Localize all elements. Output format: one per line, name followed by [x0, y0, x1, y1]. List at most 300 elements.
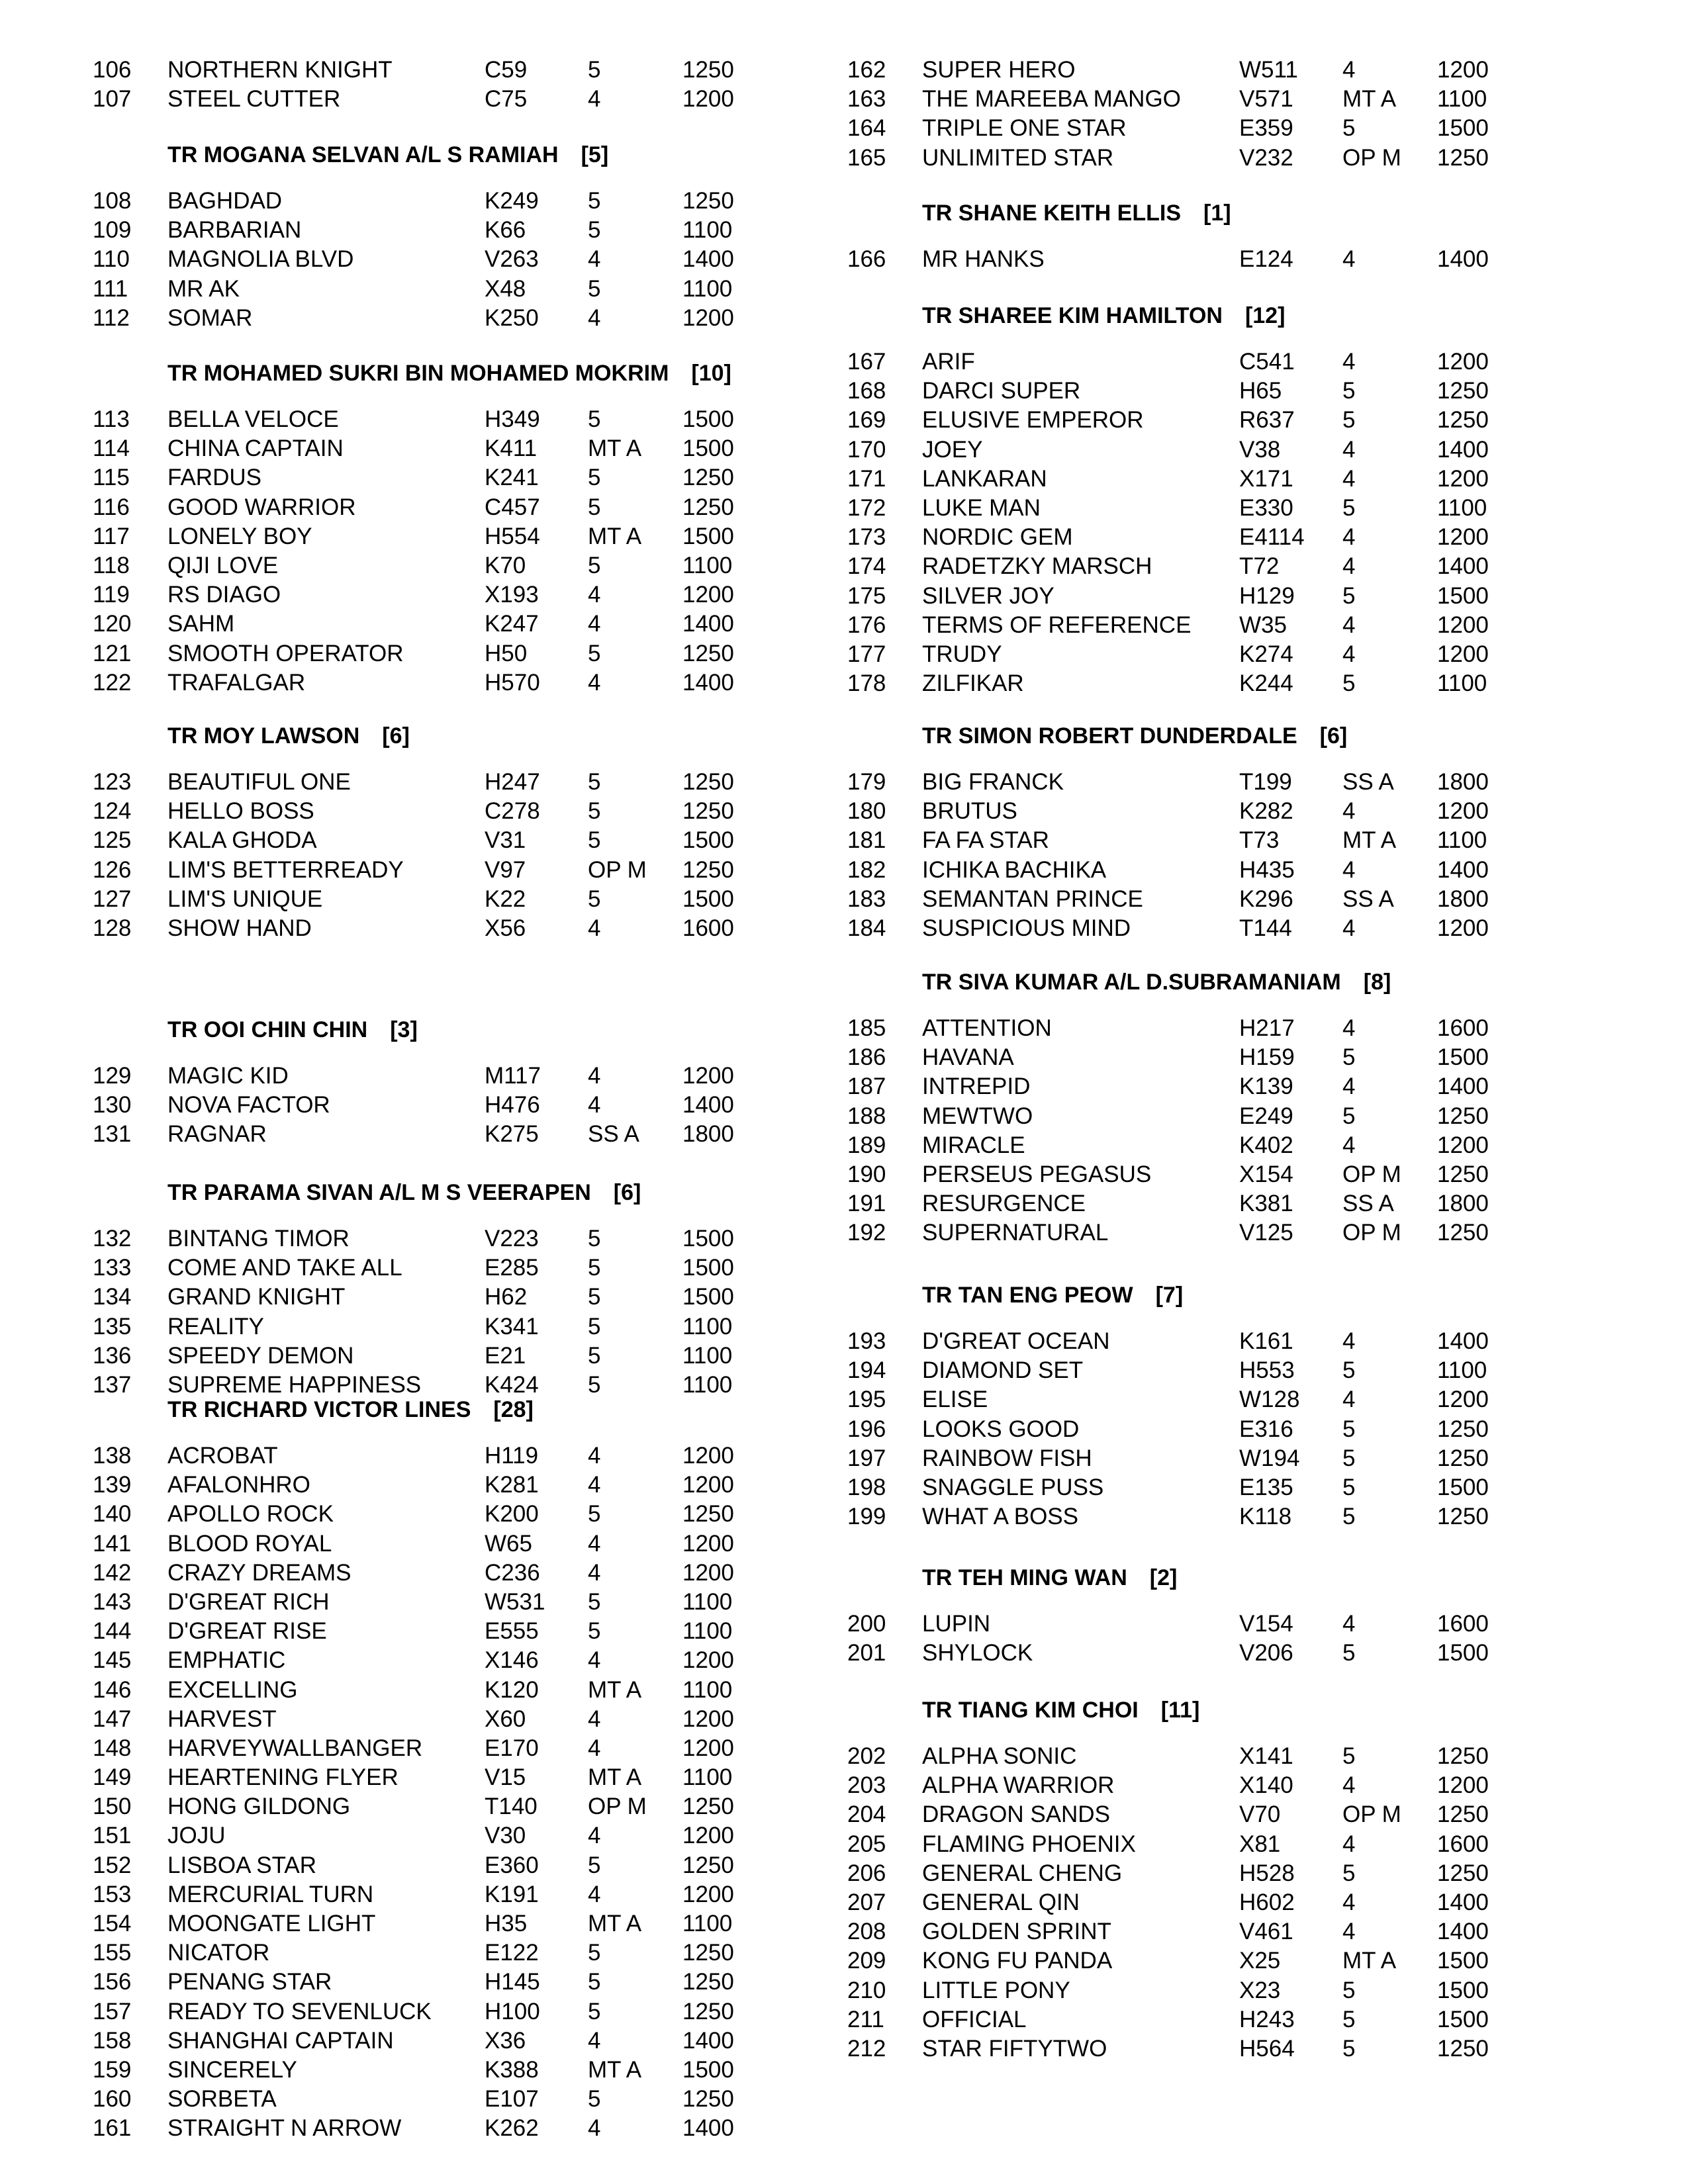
horse-code: V125: [1239, 1220, 1293, 1246]
horse-number: 212: [847, 2035, 886, 2062]
horse-row: [0, 2056, 768, 2085]
horse-distance: 1200: [1437, 349, 1489, 375]
horse-distance: 1100: [1437, 670, 1487, 697]
horse-number: 174: [847, 553, 886, 580]
horse-number: 190: [847, 1161, 886, 1187]
horse-number: 146: [93, 1676, 132, 1703]
horse-code: K22: [485, 886, 526, 912]
horse-code: K275: [485, 1121, 539, 1148]
horse-name: QIJI LOVE: [167, 552, 279, 578]
horse-rating: 5: [588, 275, 601, 302]
horse-number: 201: [847, 1640, 886, 1666]
horse-number: 182: [847, 856, 886, 883]
horse-distance: 1500: [682, 435, 734, 462]
horse-number: 145: [93, 1647, 132, 1674]
horse-number: 127: [93, 886, 132, 912]
horse-distance: 1500: [682, 1226, 734, 1251]
horse-rating: MT A: [1342, 1948, 1397, 1974]
trainer-name: TR SHANE KEITH ELLIS: [922, 201, 1182, 226]
horse-rating: 4: [588, 1823, 601, 1849]
horse-distance: 1100: [682, 1676, 733, 1703]
horse-number: 177: [847, 641, 886, 667]
horse-code: X81: [1239, 1831, 1281, 1857]
horse-code: C236: [485, 1559, 540, 1586]
trainer-name: TR MOGANA SELVAN A/L S RAMIAH: [167, 142, 559, 167]
horse-name: DRAGON SANDS: [922, 1801, 1110, 1828]
horse-distance: 1200: [1437, 1132, 1489, 1158]
horse-number: 168: [847, 378, 886, 404]
horse-distance: 1800: [1437, 769, 1489, 795]
horse-code: W128: [1239, 1387, 1300, 1413]
horse-code: V461: [1239, 1919, 1293, 1945]
horse-row: [755, 377, 1523, 406]
horse-row: [0, 1471, 768, 1500]
trainer-heading: [0, 1015, 768, 1044]
trainer-section: [0, 359, 768, 698]
horse-code: C278: [485, 798, 540, 825]
horse-name: DARCI SUPER: [922, 378, 1081, 404]
horse-row: [0, 85, 768, 114]
horse-code: K200: [485, 1501, 539, 1527]
horse-number: 143: [93, 1588, 132, 1615]
horse-rating: 4: [588, 1443, 601, 1469]
trainer-heading: [755, 1281, 1523, 1310]
horse-name: BELLA VELOCE: [167, 406, 339, 432]
horse-row: [755, 245, 1523, 274]
horse-code: W511: [1239, 57, 1298, 83]
horse-number: 106: [93, 57, 132, 83]
trainer-heading: [0, 721, 768, 751]
horse-code: E330: [1239, 494, 1293, 521]
horse-distance: 1100: [682, 275, 733, 302]
horse-number: 138: [93, 1443, 132, 1469]
horse-name: BIG FRANCK: [922, 769, 1064, 795]
horse-distance: 1200: [682, 1472, 734, 1498]
horse-distance: 1200: [1437, 612, 1489, 638]
horse-name: ARIF: [922, 349, 975, 375]
horse-code: K191: [485, 1881, 539, 1907]
horse-distance: 1250: [682, 640, 734, 666]
trainer-section: [0, 56, 768, 114]
horse-code: X23: [1239, 1977, 1281, 2003]
horse-rating: 4: [1342, 553, 1356, 580]
horse-row: [755, 826, 1523, 855]
horse-name: ZILFIKAR: [922, 670, 1024, 697]
horse-row: [0, 668, 768, 698]
horse-name: SNAGGLE PUSS: [922, 1474, 1104, 1500]
horse-code: T72: [1239, 553, 1280, 580]
horse-count: [28]: [493, 1397, 534, 1422]
horse-name: SHYLOCK: [922, 1640, 1033, 1666]
horse-name: MERCURIAL TURN: [167, 1881, 374, 1907]
horse-name: SHANGHAI CAPTAIN: [167, 2027, 394, 2054]
horse-row: [0, 2085, 768, 2114]
horse-number: 163: [847, 86, 886, 113]
horse-name: SOMAR: [167, 304, 253, 331]
horse-number: 123: [93, 769, 132, 795]
horse-name: ELUSIVE EMPEROR: [922, 407, 1144, 433]
horse-distance: 1100: [682, 1618, 733, 1645]
horse-distance: 1200: [682, 1063, 734, 1089]
horse-rating: 5: [588, 494, 601, 520]
horse-row: [755, 114, 1523, 143]
horse-distance: 1100: [1437, 494, 1487, 521]
horse-name: RAGNAR: [167, 1121, 267, 1148]
horse-name: WHAT A BOSS: [922, 1504, 1078, 1530]
horse-name: APOLLO ROCK: [167, 1501, 334, 1527]
horse-row: [0, 639, 768, 668]
horse-name: SPEEDY DEMON: [167, 1342, 354, 1369]
horse-distance: 1250: [682, 856, 734, 883]
horse-rating: 5: [1342, 115, 1356, 142]
horse-row: [755, 1356, 1523, 1385]
horse-name: MIRACLE: [922, 1132, 1025, 1158]
horse-distance: 1200: [682, 1706, 734, 1732]
horse-name: HONG GILDONG: [167, 1794, 351, 1820]
horse-distance: 1400: [1437, 1328, 1489, 1354]
horse-code: V154: [1239, 1611, 1293, 1637]
horse-number: 139: [93, 1472, 132, 1498]
horse-name: DIAMOND SET: [922, 1357, 1084, 1384]
horse-name: ELISE: [922, 1387, 988, 1413]
horse-code: H217: [1239, 1015, 1295, 1041]
horse-distance: 1400: [1437, 436, 1489, 463]
horse-name: JOEY: [922, 436, 983, 463]
horse-number: 205: [847, 1831, 886, 1857]
horse-rating: 4: [1342, 915, 1356, 941]
horse-name: READY TO SEVENLUCK: [167, 1998, 432, 2025]
horse-number: 180: [847, 798, 886, 825]
horse-name: LOOKS GOOD: [922, 1416, 1080, 1442]
horse-code: H435: [1239, 856, 1295, 883]
horse-code: K262: [485, 2115, 539, 2142]
horse-name: CHINA CAPTAIN: [167, 435, 344, 462]
trainer-name: TR SIVA KUMAR A/L D.SUBRAMANIAM: [922, 970, 1341, 995]
horse-distance: 1500: [682, 886, 734, 912]
horse-rating: 5: [1342, 1860, 1356, 1886]
horse-name: ICHIKA BACHIKA: [922, 856, 1107, 883]
horse-row: [755, 1385, 1523, 1414]
horse-code: H528: [1239, 1860, 1295, 1886]
horse-distance: 1500: [1437, 1044, 1489, 1071]
horse-code: E360: [485, 1852, 539, 1878]
horse-row: [0, 1938, 768, 1968]
horse-distance: 1500: [682, 827, 734, 854]
horse-name: SINCERELY: [167, 2056, 297, 2083]
trainer-heading: [755, 199, 1523, 228]
horse-name: LUPIN: [922, 1611, 991, 1637]
horse-distance: 1400: [1437, 1919, 1489, 1945]
horse-name: GOOD WARRIOR: [167, 494, 356, 520]
horse-number: 149: [93, 1764, 132, 1791]
horse-row: [0, 610, 768, 639]
horse-rating: 4: [588, 611, 601, 637]
horse-code: K341: [485, 1313, 539, 1340]
horse-row: [0, 1734, 768, 1763]
horse-name: HEARTENING FLYER: [167, 1764, 399, 1791]
horse-code: E249: [1239, 1103, 1293, 1129]
horse-number: 107: [93, 86, 132, 113]
horse-rating: 5: [1342, 2035, 1356, 2062]
horse-number: 197: [847, 1445, 886, 1471]
horse-distance: 1250: [682, 465, 734, 491]
horse-code: H476: [485, 1092, 540, 1118]
horse-code: E4114: [1239, 524, 1305, 551]
horse-distance: 1400: [1437, 246, 1489, 272]
horse-name: HARVEST: [167, 1706, 277, 1732]
horse-number: 129: [93, 1063, 132, 1089]
horse-name: GENERAL QIN: [922, 1889, 1080, 1915]
horse-rating: 4: [588, 582, 601, 608]
horse-name: GENERAL CHENG: [922, 1860, 1123, 1886]
horse-number: 183: [847, 886, 886, 912]
horse-rating: 5: [588, 886, 601, 912]
horse-count: [1]: [1203, 201, 1231, 226]
horse-number: 147: [93, 1706, 132, 1732]
horse-rating: MT A: [1342, 86, 1397, 113]
horse-rating: 5: [1342, 494, 1356, 521]
horse-number: 156: [93, 1969, 132, 1995]
horse-number: 125: [93, 827, 132, 854]
horse-row: [0, 1792, 768, 1821]
horse-count: [6]: [1319, 723, 1348, 749]
horse-rating: 5: [1342, 1103, 1356, 1129]
horse-row: [0, 405, 768, 434]
horse-name: SILVER JOY: [922, 582, 1055, 609]
horse-rating: 5: [588, 1371, 601, 1398]
horse-code: K388: [485, 2056, 539, 2083]
horse-distance: 1100: [682, 1342, 733, 1369]
horse-row: [0, 914, 768, 943]
horse-rating: OP M: [1342, 1161, 1401, 1187]
horse-name: FA FA STAR: [922, 827, 1049, 854]
horse-distance: 1200: [1437, 57, 1489, 83]
horse-rating: 4: [588, 86, 601, 113]
horse-distance: 1100: [1437, 1357, 1487, 1384]
horse-rating: 4: [1342, 1772, 1356, 1799]
horse-code: K296: [1239, 886, 1293, 912]
trainer-heading: [0, 1178, 768, 1207]
horse-rating: 5: [1342, 1445, 1356, 1471]
horse-number: 165: [847, 144, 886, 171]
horse-number: 192: [847, 1220, 886, 1246]
horse-name: ALPHA SONIC: [922, 1743, 1077, 1769]
horse-name: BEAUTIFUL ONE: [167, 769, 351, 795]
trainer-section: [0, 140, 768, 333]
horse-number: 134: [93, 1284, 132, 1310]
horse-distance: 1250: [682, 1969, 734, 1995]
horse-code: T199: [1239, 769, 1292, 795]
horse-code: X60: [485, 1706, 526, 1732]
horse-row: [0, 1120, 768, 1149]
horse-row: [755, 1218, 1523, 1248]
horse-code: X193: [485, 582, 539, 608]
horse-number: 132: [93, 1226, 132, 1251]
horse-code: K66: [485, 217, 526, 244]
horse-distance: 1800: [1437, 886, 1489, 912]
horse-number: 153: [93, 1881, 132, 1907]
horse-distance: 1400: [682, 1092, 734, 1118]
horse-rating: 4: [1342, 798, 1356, 825]
horse-rating: 4: [588, 2115, 601, 2142]
horse-distance: 1500: [1437, 1640, 1489, 1666]
horse-code: K281: [485, 1472, 539, 1498]
horse-name: STRAIGHT N ARROW: [167, 2115, 402, 2142]
horse-number: 207: [847, 1889, 886, 1915]
horse-name: MAGIC KID: [167, 1063, 289, 1089]
horse-number: 193: [847, 1328, 886, 1354]
horse-row: [0, 434, 768, 463]
horse-name: MAGNOLIA BLVD: [167, 246, 354, 273]
horse-row: [0, 522, 768, 551]
horse-code: K274: [1239, 641, 1293, 667]
horse-number: 203: [847, 1772, 886, 1799]
horse-distance: 1400: [682, 2115, 734, 2142]
horse-distance: 1250: [1437, 1801, 1489, 1828]
horse-distance: 1200: [682, 1881, 734, 1907]
horse-distance: 1200: [1437, 465, 1489, 492]
horse-code: V206: [1239, 1640, 1293, 1666]
horse-code: V70: [1239, 1801, 1281, 1828]
horse-rating: 4: [1342, 1073, 1356, 1100]
horse-number: 111: [93, 275, 128, 302]
horse-row: [755, 1327, 1523, 1356]
horse-number: 188: [847, 1103, 886, 1129]
horse-code: K241: [485, 465, 539, 491]
horse-rating: 4: [1342, 1831, 1356, 1857]
horse-code: H62: [485, 1284, 528, 1310]
horse-number: 181: [847, 827, 886, 854]
horse-row: [0, 1441, 768, 1471]
horse-distance: 1400: [682, 2027, 734, 2054]
horse-code: R637: [1239, 407, 1295, 433]
trainer-heading: [755, 1563, 1523, 1592]
horse-code: E107: [485, 2086, 539, 2113]
horse-row: [0, 1283, 768, 1312]
trainer-name: TR MOY LAWSON: [167, 723, 360, 749]
horse-code: X36: [485, 2027, 526, 2054]
horse-distance: 1200: [1437, 915, 1489, 941]
horse-number: 164: [847, 115, 886, 142]
horse-rating: 4: [588, 1472, 601, 1498]
horse-code: E555: [485, 1618, 539, 1645]
horse-rating: MT A: [588, 1676, 642, 1703]
horse-number: 113: [93, 406, 130, 432]
horse-code: V263: [485, 246, 539, 273]
horse-distance: 1400: [1437, 1073, 1489, 1100]
horse-name: SMOOTH OPERATOR: [167, 640, 404, 666]
horse-row: [0, 1224, 768, 1253]
horse-rating: 4: [588, 1092, 601, 1118]
horse-number: 136: [93, 1342, 132, 1369]
horse-number: 206: [847, 1860, 886, 1886]
horse-row: [755, 1189, 1523, 1218]
horse-distance: 1250: [682, 769, 734, 795]
horse-rating: 4: [588, 1559, 601, 1586]
horse-name: KONG FU PANDA: [922, 1948, 1113, 1974]
horse-code: X171: [1239, 465, 1293, 492]
horse-rating: 4: [1342, 641, 1356, 667]
horse-rating: 4: [588, 669, 601, 696]
horse-distance: 1250: [682, 1852, 734, 1878]
horse-rating: OP M: [1342, 144, 1401, 171]
horse-row: [755, 1946, 1523, 1976]
horse-rating: 4: [1342, 1328, 1356, 1354]
horse-code: E285: [485, 1255, 539, 1281]
trainer-name: TR SIMON ROBERT DUNDERDALE: [922, 723, 1297, 749]
horse-distance: 1100: [682, 1911, 733, 1936]
horse-code: K381: [1239, 1191, 1293, 1217]
horse-number: 176: [847, 612, 886, 638]
horse-distance: 1100: [682, 552, 733, 578]
horse-name: NORDIC GEM: [922, 524, 1073, 551]
horse-number: 118: [93, 552, 130, 578]
horse-rating: 5: [1342, 2006, 1356, 2032]
trainer-section: [755, 721, 1523, 943]
horse-row: [0, 1646, 768, 1675]
horse-rating: 4: [588, 1706, 601, 1732]
horse-distance: 1250: [1437, 407, 1489, 433]
horse-distance: 1500: [1437, 582, 1489, 609]
horse-code: V38: [1239, 436, 1281, 463]
horse-code: H602: [1239, 1889, 1295, 1915]
horse-row: [755, 552, 1523, 581]
horse-distance: 1400: [1437, 1889, 1489, 1915]
horse-row: [0, 245, 768, 274]
horse-rating: 5: [588, 217, 601, 244]
horse-code: H553: [1239, 1357, 1295, 1384]
horse-rating: 4: [1342, 1611, 1356, 1637]
horse-row: [755, 1014, 1523, 1043]
horse-row: [755, 1639, 1523, 1668]
horse-distance: 1400: [682, 611, 734, 637]
horse-rating: 5: [588, 1618, 601, 1645]
trainer-section: [0, 1178, 768, 1400]
horse-number: 152: [93, 1852, 132, 1878]
horse-count: [2]: [1149, 1565, 1178, 1590]
horse-distance: 1200: [1437, 524, 1489, 551]
horse-code: E359: [1239, 115, 1293, 142]
horse-number: 158: [93, 2027, 132, 2054]
horse-count: [12]: [1244, 303, 1286, 328]
horse-number: 121: [93, 640, 132, 666]
horse-rating: 5: [588, 465, 601, 491]
horse-name: ACROBAT: [167, 1443, 278, 1469]
horse-row: [755, 56, 1523, 85]
horse-number: 204: [847, 1801, 886, 1828]
horse-rating: 5: [588, 1342, 601, 1369]
horse-number: 130: [93, 1092, 132, 1118]
horse-row: [755, 1917, 1523, 1946]
horse-rating: 4: [1342, 349, 1356, 375]
horse-row: [0, 885, 768, 914]
horse-row: [755, 1444, 1523, 1473]
horse-rating: 4: [1342, 524, 1356, 551]
horse-row: [0, 1091, 768, 1120]
horse-number: 173: [847, 524, 886, 551]
trainer-section: [755, 301, 1523, 698]
horse-name: SUPERNATURAL: [922, 1220, 1109, 1246]
horse-code: E316: [1239, 1416, 1293, 1442]
horse-name: MR AK: [167, 275, 240, 302]
horse-number: 189: [847, 1132, 886, 1158]
horse-name: EMPHATIC: [167, 1647, 286, 1674]
horse-row: [0, 1253, 768, 1283]
horse-row: [755, 2005, 1523, 2034]
horse-rating: 5: [588, 769, 601, 795]
horse-number: 184: [847, 915, 886, 941]
horse-distance: 1250: [682, 1501, 734, 1527]
